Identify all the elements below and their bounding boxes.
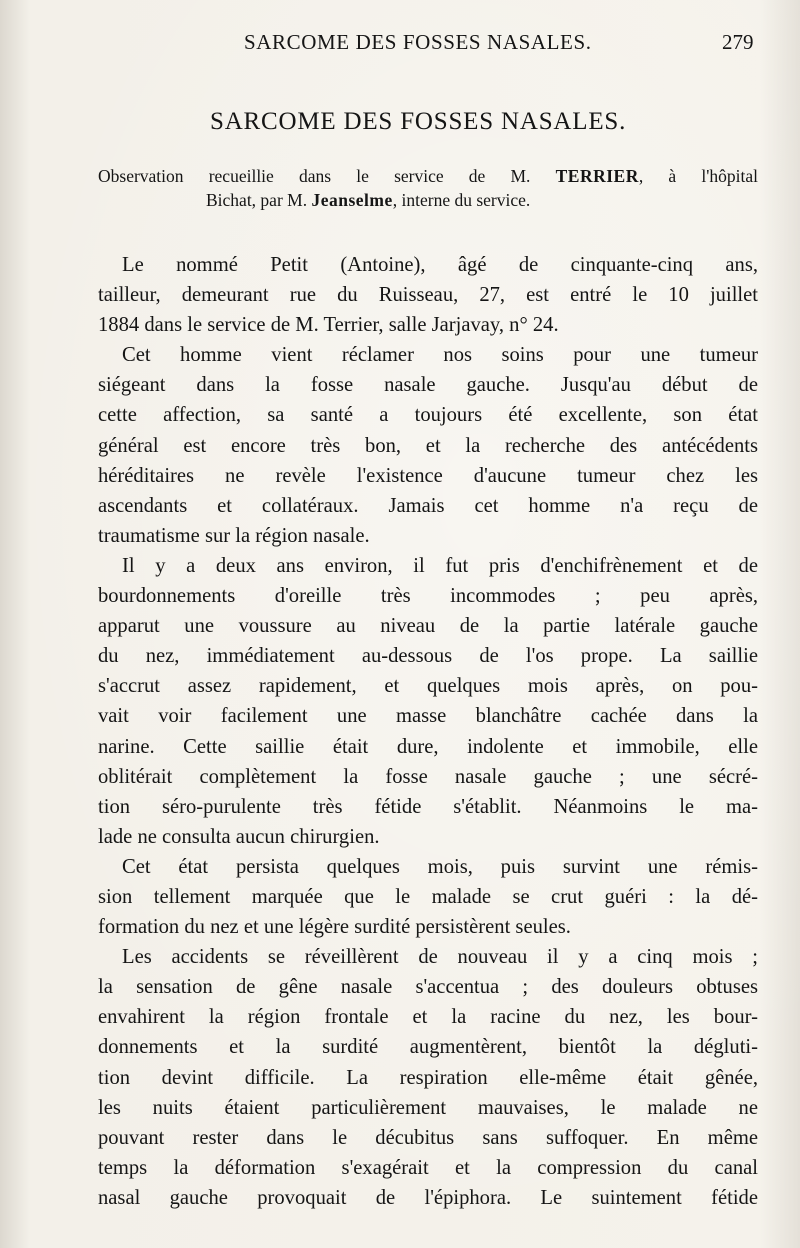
observation-line-2 bbox=[98, 188, 758, 212]
text-line: 1884 dans le service de M. Terrier, salle Jarjavay, n° 24. bbox=[98, 314, 559, 337]
text-line: s'accrut assez rapidement, et quelques mois après, on pou- bbox=[98, 675, 758, 698]
text-line: Les accidents se réveillèrent de nouveau il y a cinq mois ; bbox=[122, 946, 758, 969]
text-line: siégeant dans la fosse nasale gauche. Jusqu'au début de bbox=[98, 374, 758, 397]
article-title: SARCOME DES FOSSES NASALES. bbox=[210, 108, 627, 135]
text-line: tailleur, demeurant rue du Ruisseau, 27, est entré le 10 juillet bbox=[98, 284, 758, 307]
running-head: SARCOME DES FOSSES NASALES. bbox=[244, 30, 592, 54]
observation-suffix: , interne du service. bbox=[392, 190, 531, 210]
text-line: pouvant rester dans le décubitus sans suffoquer. En même bbox=[98, 1126, 758, 1149]
text-line: tion séro-purulente très fétide s'établit. Néanmoins le ma- bbox=[98, 795, 758, 818]
text-line: Cet homme vient réclamer nos soins pour une tumeur bbox=[122, 344, 758, 367]
text-line: tion devint difficile. La respiration elle-même était gênée, bbox=[98, 1066, 758, 1089]
observation-line-1 bbox=[98, 164, 758, 188]
text-line: général est encore très bon, et la recherche des antécédents bbox=[98, 434, 758, 457]
observation-mid: , à l'hôpital bbox=[638, 166, 759, 186]
text-line: donnements et la surdité augmentèrent, bientôt la dégluti- bbox=[98, 1036, 758, 1059]
text-line: vait voir facilement une masse blanchâtre cachée dans la bbox=[98, 705, 758, 728]
intern-name: Jeanselme bbox=[311, 190, 393, 210]
text-line: lade ne consulta aucun chirurgien. bbox=[98, 825, 380, 848]
body-text bbox=[98, 250, 758, 1213]
observation-note bbox=[98, 164, 758, 212]
text-line: ascendants et collatéraux. Jamais cet homme n'a reçu de bbox=[98, 494, 758, 517]
text-line: sion tellement marquée que le malade se crut guéri : la dé- bbox=[98, 885, 758, 908]
observation-prefix: Observation recueillie dans le service de M. bbox=[98, 166, 531, 186]
text-line: traumatisme sur la région nasale. bbox=[98, 524, 370, 547]
text-line: la sensation de gêne nasale s'accentua ; des douleurs obtuses bbox=[98, 976, 758, 999]
text-line: Le nommé Petit (Antoine), âgé de cinquante-cinq ans, bbox=[122, 254, 758, 276]
text-line: temps la déformation s'exagérait et la compression du canal bbox=[98, 1156, 758, 1179]
text-line: les nuits étaient particulièrement mauvaises, le malade ne bbox=[98, 1096, 758, 1119]
text-line: oblitérait complètement la fosse nasale gauche ; une sécré- bbox=[98, 765, 758, 788]
text-line: cette affection, sa santé a toujours été excellente, son état bbox=[98, 404, 758, 427]
text-line: du nez, immédiatement au-dessous de l'os prope. La saillie bbox=[98, 645, 758, 668]
observation-line2-prefix: Bichat, par M. bbox=[206, 190, 308, 210]
text-line: apparut une voussure au niveau de la partie latérale gauche bbox=[98, 615, 758, 638]
text-line: envahirent la région frontale et la racine du nez, les bour- bbox=[98, 1006, 758, 1029]
text-line: bourdonnements d'oreille très incommodes ; peu après, bbox=[98, 585, 758, 608]
text-line: héréditaires ne revèle l'existence d'aucune tumeur chez les bbox=[98, 464, 758, 487]
text-line: Il y a deux ans environ, il fut pris d'enchifrènement et de bbox=[122, 554, 758, 577]
text-line: narine. Cette saillie était dure, indolente et immobile, elle bbox=[98, 735, 758, 758]
text-line: Cet état persista quelques mois, puis survint une rémis- bbox=[122, 855, 758, 878]
page-number: 279 bbox=[722, 30, 754, 54]
text-line: nasal gauche provoquait de l'épiphora. Le suintement fétide bbox=[98, 1186, 758, 1209]
surgeon-name: TERRIER bbox=[555, 166, 639, 186]
text-line: formation du nez et une légère surdité persistèrent seules. bbox=[98, 916, 571, 939]
